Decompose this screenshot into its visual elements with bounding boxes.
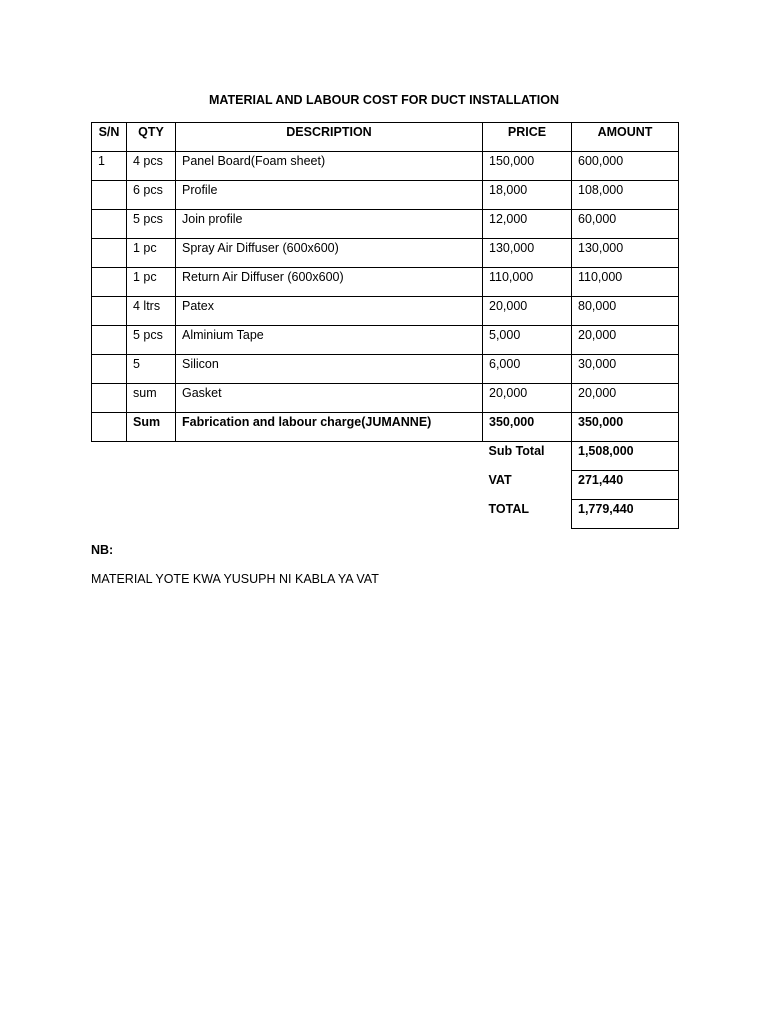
table-row xyxy=(92,326,679,355)
cell-price: 12,000 xyxy=(483,210,572,239)
cell-amount: 600,000 xyxy=(572,152,679,181)
cell-qty: 4 pcs xyxy=(127,152,176,181)
table-row xyxy=(92,239,679,268)
table-header-row xyxy=(92,123,679,152)
header-amount: AMOUNT xyxy=(572,123,679,152)
cell-qty: 6 pcs xyxy=(127,181,176,210)
vat-row xyxy=(92,471,679,500)
cell-description: Gasket xyxy=(176,384,483,413)
cost-table xyxy=(91,122,679,529)
cell-sn xyxy=(92,297,127,326)
cell-sn xyxy=(92,384,127,413)
cell-price: 20,000 xyxy=(483,384,572,413)
cell-price: 130,000 xyxy=(483,239,572,268)
cell-qty: 5 pcs xyxy=(127,326,176,355)
total-row xyxy=(92,500,679,529)
table-row xyxy=(92,210,679,239)
cell-amount: 110,000 xyxy=(572,268,679,297)
cell-price: 18,000 xyxy=(483,181,572,210)
header-qty: QTY xyxy=(127,123,176,152)
cell-description: Silicon xyxy=(176,355,483,384)
document-title: MATERIAL AND LABOUR COST FOR DUCT INSTALLATION xyxy=(209,93,559,107)
vat-label: VAT xyxy=(488,472,512,487)
cell-qty: Sum xyxy=(127,413,176,442)
vat-value: 271,440 xyxy=(572,471,679,500)
cell-amount: 350,000 xyxy=(572,413,679,442)
cell-amount: 108,000 xyxy=(572,181,679,210)
cell-price: 350,000 xyxy=(483,413,572,442)
cell-description: Panel Board(Foam sheet) xyxy=(176,152,483,181)
header-sn: S/N xyxy=(92,123,127,152)
cell-sn: 1 xyxy=(92,152,127,181)
cell-sn xyxy=(92,239,127,268)
cell-amount: 130,000 xyxy=(572,239,679,268)
cell-price: 110,000 xyxy=(483,268,572,297)
subtotal-label: Sub Total xyxy=(488,444,545,458)
cell-price: 6,000 xyxy=(483,355,572,384)
table-row xyxy=(92,297,679,326)
header-price: PRICE xyxy=(483,123,572,152)
cell-description: Alminium Tape xyxy=(176,326,483,355)
cell-sn xyxy=(92,326,127,355)
cell-description: Join profile xyxy=(176,210,483,239)
cell-amount: 20,000 xyxy=(572,384,679,413)
cell-amount: 20,000 xyxy=(572,326,679,355)
cell-qty: sum xyxy=(127,384,176,413)
table-row xyxy=(92,268,679,297)
table-row xyxy=(92,181,679,210)
cell-amount: 60,000 xyxy=(572,210,679,239)
cell-price: 20,000 xyxy=(483,297,572,326)
cell-price: 5,000 xyxy=(483,326,572,355)
table-row xyxy=(92,413,679,442)
cell-description: Spray Air Diffuser (600x600) xyxy=(176,239,483,268)
cell-amount: 80,000 xyxy=(572,297,679,326)
cell-qty: 5 pcs xyxy=(127,210,176,239)
subtotal-row xyxy=(92,442,679,471)
table-row xyxy=(92,355,679,384)
cell-description: Fabrication and labour charge(JUMANNE) xyxy=(176,413,483,442)
cell-qty: 1 pc xyxy=(127,268,176,297)
cell-description: Profile xyxy=(176,181,483,210)
table-row xyxy=(92,152,679,181)
cell-sn xyxy=(92,210,127,239)
total-value: 1,779,440 xyxy=(572,500,679,529)
nb-label: NB: xyxy=(91,543,114,557)
cell-qty: 5 xyxy=(127,355,176,384)
cell-qty: 4 ltrs xyxy=(127,297,176,326)
subtotal-value: 1,508,000 xyxy=(572,442,679,471)
total-label: TOTAL xyxy=(488,501,530,516)
cell-amount: 30,000 xyxy=(572,355,679,384)
cell-description: Patex xyxy=(176,297,483,326)
cell-qty: 1 pc xyxy=(127,239,176,268)
cell-sn xyxy=(92,268,127,297)
cell-sn xyxy=(92,413,127,442)
cell-price: 150,000 xyxy=(483,152,572,181)
cell-sn xyxy=(92,181,127,210)
note-text: MATERIAL YOTE KWA YUSUPH NI KABLA YA VAT xyxy=(91,572,379,586)
cell-sn xyxy=(92,355,127,384)
cell-description: Return Air Diffuser (600x600) xyxy=(176,268,483,297)
table-row xyxy=(92,384,679,413)
header-description: DESCRIPTION xyxy=(176,123,483,152)
